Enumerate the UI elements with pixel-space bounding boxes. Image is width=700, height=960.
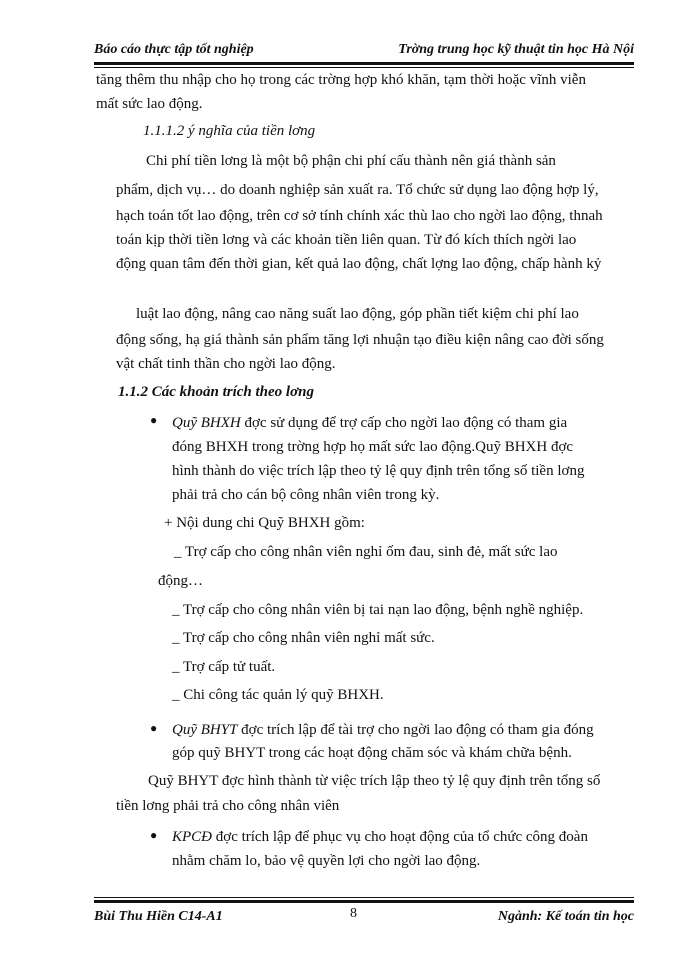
header-rule-thick: [94, 62, 634, 65]
text-line: tiền lơng phải trả cho công nhân viên: [116, 798, 340, 814]
text-line: vật chất tinh thần cho ngời lao động.: [116, 356, 336, 372]
text-line: [172, 827, 588, 847]
text-line: động…: [158, 573, 203, 589]
text-line: + Nội dung chi Quỹ BHXH gồm:: [164, 515, 365, 531]
text-line: hình thành do việc trích lập theo tỷ lệ quy định trên tổng số tiền lơng: [172, 463, 585, 479]
text-line: [172, 720, 594, 740]
text-line: đóng BHXH trong trờng hợp họ mất sức lao động.Quỹ BHXH đợc: [172, 439, 574, 455]
text-line: động quan tâm đến thời gian, kết quả lao động, chất lợng lao động, chấp hành kỷ: [116, 256, 602, 272]
bullet-term: Quỹ BHYT: [172, 722, 238, 738]
list-item: _ Trợ cấp cho công nhân viên bị tai nạn lao động, bệnh nghề nghiệp.: [172, 602, 584, 618]
page-number: 8: [350, 906, 357, 921]
section-heading-1-1-2: 1.1.2 Các khoản trích theo lơng: [118, 384, 314, 400]
text-line: mất sức lao động.: [96, 96, 203, 112]
footer-rule-thin: [94, 897, 634, 898]
bullet-icon: ●: [150, 413, 158, 427]
text-line: động sống, hạ giá thành sản phẩm tăng lợi nhuận tạo điều kiện nâng cao đời sống: [116, 332, 604, 348]
text-line: [172, 413, 567, 433]
text-line: tăng thêm thu nhập cho họ trong các trờng hợp khó khăn, tạm thời hoặc vĩnh viễn: [96, 72, 586, 88]
text-line: nhằm chăm lo, bảo vệ quyền lợi cho ngời lao động.: [172, 853, 481, 869]
bullet-text: đợc trích lập để tài trợ cho ngời lao động có tham gia đóng: [237, 722, 594, 738]
footer-major: Ngành: Kế toán tin học: [497, 909, 634, 924]
text-line: Chi phí tiền lơng là một bộ phận chi phí cấu thành nên giá thành sản: [146, 153, 556, 169]
text-line: phải trả cho cán bộ công nhân viên trong kỳ.: [172, 487, 440, 503]
text-line: phẩm, dịch vụ… do doanh nghiệp sản xuất ra. Tổ chức sử dụng lao động hợp lý,: [116, 182, 599, 198]
text-line: góp quỹ BHYT trong các hoạt động chăm sóc và khám chữa bệnh.: [172, 745, 572, 761]
footer-rule-thick: [94, 900, 634, 903]
bullet-term: Quỹ BHXH: [172, 415, 241, 431]
list-item: _ Chi công tác quản lý quỹ BHXH.: [172, 687, 384, 703]
list-item: _ Trợ cấp tử tuất.: [172, 659, 276, 675]
text-line: hạch toán tốt lao động, trên cơ sở tính chính xác thù lao cho ngời lao động, thnah: [116, 208, 603, 224]
header-school-name: Trờng trung học kỹ thuật tin học Hà Nội: [398, 42, 634, 57]
bullet-icon: ●: [150, 721, 158, 735]
page-footer: [94, 906, 634, 928]
bullet-text: đợc sử dụng để trợ cấp cho ngời lao động có tham gia: [240, 415, 568, 431]
footer-author: Bùi Thu Hiền C14-A1: [94, 909, 223, 924]
text-line: Quỹ BHYT đợc hình thành từ việc trích lập theo tỷ lệ quy định trên tổng số: [148, 773, 601, 789]
page-header: [94, 40, 634, 62]
header-report-title: Báo cáo thực tập tốt nghiệp: [94, 42, 254, 57]
list-item: _ Trợ cấp cho công nhân viên nghỉ mất sức.: [172, 630, 435, 646]
list-item: _ Trợ cấp cho công nhân viên nghỉ ốm đau, sinh đẻ, mất sức lao: [174, 544, 558, 560]
subsection-heading-1-1-1-2: 1.1.1.2 ý nghĩa của tiền lơng: [143, 123, 316, 139]
bullet-icon: ●: [150, 828, 158, 842]
header-rule-thin: [94, 67, 634, 68]
bullet-term: KPCĐ: [172, 829, 213, 845]
bullet-text: đợc trích lập để phục vụ cho hoạt động của tổ chức công đoàn: [212, 829, 588, 845]
text-line: luật lao động, nâng cao năng suất lao động, góp phần tiết kiệm chi phí lao: [136, 306, 579, 322]
text-line: toán kịp thời tiền lơng và các khoản tiền liên quan. Từ đó kích thích ngời lao: [116, 232, 577, 248]
